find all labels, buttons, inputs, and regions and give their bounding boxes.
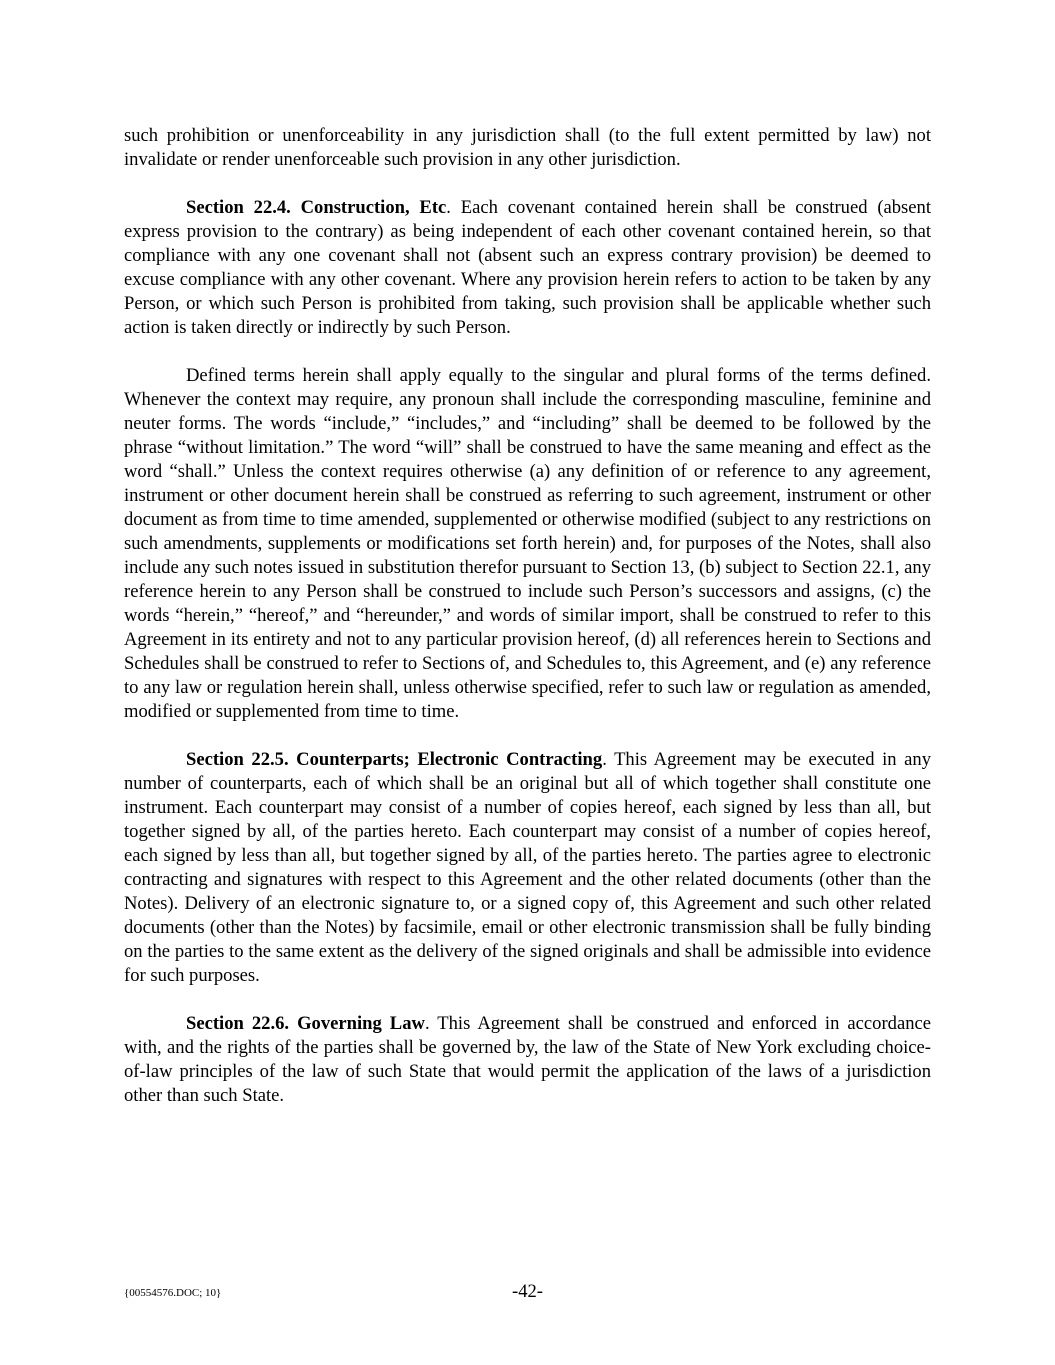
section-22-4-paragraph bbox=[124, 196, 931, 340]
paragraph-text: This Agreement shall be construed and enforced in accordance with, and the rights of the parties shall be governed by, the law of the State of New York excluding choice-of-law principles of the law of such State that would permit the application of the laws of a jurisdiction other than such State. bbox=[124, 1013, 931, 1106]
paragraph-text: Each covenant contained herein shall be construed (absent express provision to the contrary) as being independent of each other covenant contained herein, so that compliance with any one covenant shall not (absent such an express contrary provision) be deemed to excuse compliance with any other covenant. Where any provision herein refers to action to be taken by any Person, or which such Person is prohibited from taking, such provision shall be applicable whether such action is taken directly or indirectly by such Person. bbox=[124, 197, 932, 338]
heading-period: . bbox=[424, 1013, 430, 1034]
defined-terms-paragraph bbox=[124, 364, 931, 724]
paragraph-text: This Agreement may be executed in any number of counterparts, each of which shall be an original but all of which together shall constitute one instrument. Each counterpart may consist of a number of copies hereof, each signed by less than all, but together signed by all, of the parties hereto. Each counterpart may consist of a number of copies hereof, each signed by less than all, but together signed by all, of the parties hereto. The parties agree to electronic contracting and signatures with respect to this Agreement and the other related documents (other than the Notes). Delivery of an electronic signature to, or a signed copy of, this Agreement and such other related documents (other than the Notes) by facsimile, email or other electronic transmission shall be fully binding on the parties to the same extent as the delivery of the signed originals and shall be admissible into evidence for such purposes. bbox=[124, 749, 931, 986]
section-22-5-heading: Section 22.5. Counterparts; Electronic Contracting bbox=[186, 749, 603, 770]
paragraph-continuation bbox=[124, 124, 931, 172]
heading-period: . bbox=[602, 749, 607, 770]
footer-document-id: {00554576.DOC; 10} bbox=[124, 1287, 222, 1299]
heading-period: . bbox=[446, 197, 451, 218]
section-22-6-paragraph bbox=[124, 1012, 931, 1108]
section-22-4-heading: Section 22.4. Construction, Etc bbox=[186, 197, 447, 218]
page-number: -42- bbox=[512, 1281, 543, 1302]
paragraph-text: such prohibition or unenforceability in any jurisdiction shall (to the full extent permitted by law) not invalidate or render unenforceable such provision in any other jurisdiction. bbox=[124, 125, 931, 170]
section-22-5-paragraph bbox=[124, 748, 931, 988]
document-body bbox=[124, 124, 931, 1132]
paragraph-text: Defined terms herein shall apply equally to the singular and plural forms of the terms defined. Whenever the context may require, any pronoun shall include the corresponding masculine, feminine and neuter forms. The words “include,” “includes,” and “including” shall be deemed to be followed by the phrase “without limitation.” The word “will” shall be construed to have the same meaning and effect as the word “shall.” Unless the context requires otherwise (a) any definition of or reference to any agreement, instrument or other document herein shall be construed as referring to such agreement, instrument or other document as from time to time amended, supplemented or otherwise modified (subject to any restrictions on such amendments, supplements or modifications set forth herein) and, for purposes of the Notes, shall also include any such notes issued in substitution therefor pursuant to Section 13, (b) subject to Section 22.1, any reference herein to any Person shall be construed to include such Person’s successors and assigns, (c) the words “herein,” “hereof,” and “hereunder,” and words of similar import, shall be construed to refer to this Agreement in its entirety and not to any particular provision hereof, (d) all references herein to Sections and Schedules shall be construed to refer to Sections of, and Schedules to, this Agreement, and (e) any reference to any law or regulation herein shall, unless otherwise specified, refer to such law or regulation as amended, modified or supplemented from time to time. bbox=[124, 365, 931, 722]
section-22-6-heading: Section 22.6. Governing Law bbox=[186, 1013, 425, 1034]
